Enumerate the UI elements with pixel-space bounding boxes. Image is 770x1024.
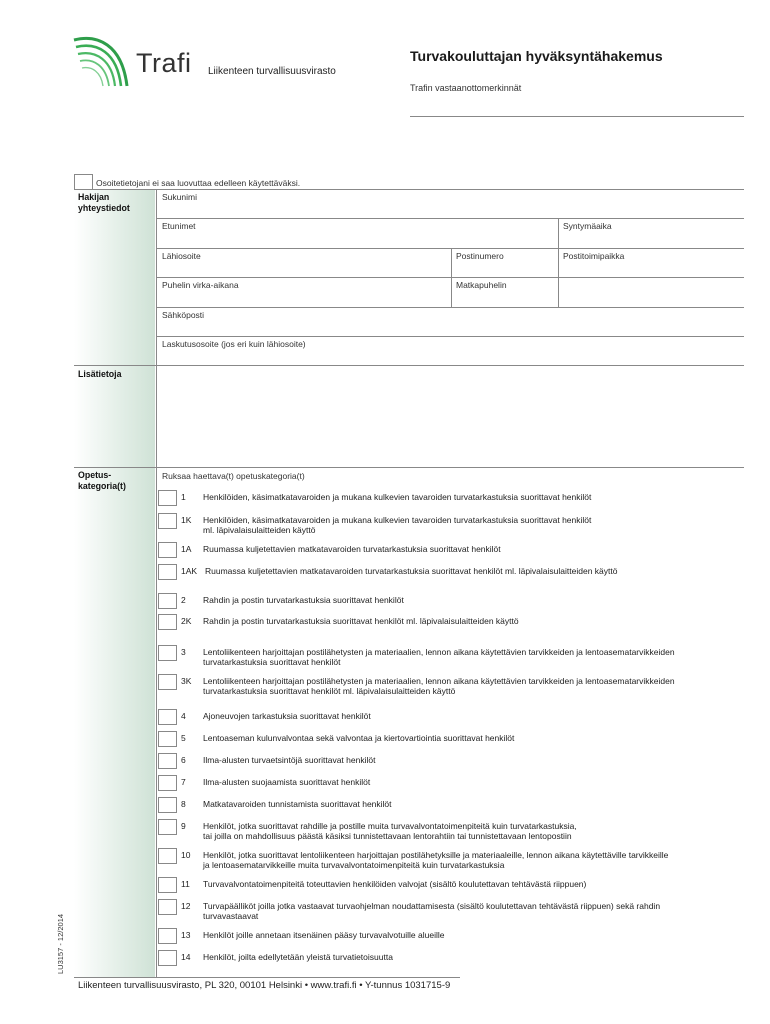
post-office-field[interactable]: Postitoimipaikka xyxy=(563,251,625,261)
category-description xyxy=(203,647,748,667)
category-description-line: Henkilöt joille annetaan itsenäinen pääsy turvavalvotuille alueille xyxy=(203,930,445,940)
category-code: 14 xyxy=(181,952,191,962)
section-label-line: kategoria(t) xyxy=(78,481,126,491)
divider xyxy=(156,307,744,308)
category-description xyxy=(203,492,748,502)
category-checkbox-9[interactable] xyxy=(158,819,177,835)
phone-office-field[interactable]: Puhelin virka-aikana xyxy=(162,280,239,290)
category-description-line: Rahdin ja postin turvatarkastuksia suorittavat henkilöt xyxy=(203,595,404,605)
category-code: 7 xyxy=(181,777,186,787)
birth-date-field[interactable]: Syntymäaika xyxy=(563,221,612,231)
category-code: 2 xyxy=(181,595,186,605)
category-code: 4 xyxy=(181,711,186,721)
category-code: 9 xyxy=(181,821,186,831)
postal-code-field[interactable]: Postinumero xyxy=(456,251,504,261)
divider xyxy=(74,467,744,468)
divider xyxy=(74,189,744,190)
category-description-line: Turvavalvontatoimenpiteitä toteuttavien henkilöiden valvojat (sisältö koulutettavan tehtävästä riippuen) xyxy=(203,879,587,889)
category-description-line: turvatarkastuksia suorittavat henkilöt xyxy=(203,657,341,667)
category-description-line: Henkilöt, jotka suorittavat lentoliikenteen harjoittajan postilähetyksille ja materiaaleille, lennon aikana käytettäville tarvikkeille xyxy=(203,850,669,860)
category-description-line: Henkilöiden, käsimatkatavaroiden ja mukana kulkevien tavaroiden turvatarkastuksia suorittavat henkilöt xyxy=(203,515,592,525)
category-description-line: Ruumassa kuljetettavien matkatavaroiden turvatarkastuksia suorittavat henkilöt xyxy=(203,544,501,554)
category-description-line: turvatarkastuksia suorittavat henkilöt ml. läpivalaisulaitteiden käyttö xyxy=(203,686,456,696)
category-description xyxy=(203,733,748,743)
category-checkbox-1k[interactable] xyxy=(158,513,177,529)
category-description xyxy=(203,821,748,841)
category-code: 12 xyxy=(181,901,191,911)
category-code: 6 xyxy=(181,755,186,765)
category-code: 13 xyxy=(181,930,191,940)
trafi-logo-icon xyxy=(72,34,134,90)
category-description-line: Ajoneuvojen tarkastuksia suorittavat henkilöt xyxy=(203,711,371,721)
receipt-notes-label: Trafin vastaanottomerkinnät xyxy=(410,83,522,93)
mobile-field[interactable]: Matkapuhelin xyxy=(456,280,507,290)
category-checkbox-2[interactable] xyxy=(158,593,177,609)
divider xyxy=(156,218,744,219)
section-side-band xyxy=(74,189,155,978)
category-checkbox-5[interactable] xyxy=(158,731,177,747)
section-label-line: Hakijan xyxy=(78,192,110,202)
category-description-line: Lentoaseman kulunvalvontaa sekä valvontaa ja kiertovartiointia suorittavat henkilöt xyxy=(203,733,515,743)
category-description xyxy=(205,566,750,576)
divider xyxy=(74,977,460,978)
category-description xyxy=(203,711,748,721)
divider xyxy=(156,277,744,278)
category-checkbox-6[interactable] xyxy=(158,753,177,769)
category-description-line: Henkilöiden, käsimatkatavaroiden ja mukana kulkevien tavaroiden turvatarkastuksia suorittavat henkilöt xyxy=(203,492,592,502)
section-label-line: Opetus- xyxy=(78,470,112,480)
page-title: Turvakouluttajan hyväksyntähakemus xyxy=(410,48,663,64)
logo-wordmark: Trafi xyxy=(136,48,192,78)
category-code: 2K xyxy=(181,616,192,626)
category-code: 5 xyxy=(181,733,186,743)
receipt-notes-line xyxy=(410,116,744,117)
category-code: 1 xyxy=(181,492,186,502)
category-description-line: tai joilla on mahdollisuus päästä käsiksi tunnistettavaan lentorahtiin tai tunnistettavaan lentopostiin xyxy=(203,831,572,841)
category-description-line: Ilma-alusten turvaetsintöjä suorittavat henkilöt xyxy=(203,755,376,765)
billing-address-field[interactable]: Laskutusosoite (jos eri kuin lähiosoite) xyxy=(162,339,306,349)
category-description xyxy=(203,515,748,535)
category-code: 1A xyxy=(181,544,192,554)
street-address-field[interactable]: Lähiosoite xyxy=(162,251,201,261)
category-code: 8 xyxy=(181,799,186,809)
category-code: 1K xyxy=(181,515,192,525)
category-description xyxy=(203,676,748,696)
category-description-line: Lentoliikenteen harjoittajan postilähetysten ja materiaalien, lennon aikana käytettävien tarvikkeiden ja lentoasematarvikkeiden xyxy=(203,676,675,686)
category-checkbox-12[interactable] xyxy=(158,899,177,915)
category-checkbox-8[interactable] xyxy=(158,797,177,813)
category-description-line: Lentoliikenteen harjoittajan postilähetysten ja materiaalien, lennon aikana käytettävien tarvikkeiden ja lentoasematarvikkeiden xyxy=(203,647,675,657)
section-label-line: yhteystiedot xyxy=(78,203,130,213)
category-checkbox-4[interactable] xyxy=(158,709,177,725)
privacy-checkbox[interactable] xyxy=(74,174,93,190)
category-description xyxy=(203,755,748,765)
logo-subtitle: Liikenteen turvallisuusvirasto xyxy=(208,66,336,77)
category-description xyxy=(203,850,748,870)
first-names-field[interactable]: Etunimet xyxy=(162,221,196,231)
surname-field[interactable]: Sukunimi xyxy=(162,192,197,202)
additional-info-label: Lisätietoja xyxy=(78,369,122,379)
category-description xyxy=(203,616,748,626)
category-description-line: Ilma-alusten suojaamista suorittavat henkilöt xyxy=(203,777,371,787)
footer-address: Liikenteen turvallisuusvirasto, PL 320, 00101 Helsinki • www.trafi.fi • Y-tunnus 1031715-9 xyxy=(78,980,451,991)
category-instruction: Ruksaa haettava(t) opetuskategoria(t) xyxy=(162,471,305,481)
category-checkbox-2k[interactable] xyxy=(158,614,177,630)
category-description-line: Henkilöt, joilta edellytetään yleistä turvatietoisuutta xyxy=(203,952,393,962)
category-description xyxy=(203,777,748,787)
category-checkbox-13[interactable] xyxy=(158,928,177,944)
category-checkbox-10[interactable] xyxy=(158,848,177,864)
category-description xyxy=(203,799,748,809)
divider xyxy=(156,248,744,249)
divider xyxy=(156,336,744,337)
category-description-line: ja lentoasematarvikkeille muita turvavalvontatoimenpiteitä kuin turvatarkastuksia xyxy=(203,860,505,870)
category-description-line: Rahdin ja postin turvatarkastuksia suorittavat henkilöt ml. läpivalaisulaitteiden käyttö xyxy=(203,616,519,626)
category-checkbox-3[interactable] xyxy=(158,645,177,661)
category-description xyxy=(203,901,748,921)
category-section-label xyxy=(78,470,126,492)
form-code: LU3157 - 12/2014 xyxy=(56,913,65,974)
category-code: 11 xyxy=(181,879,190,889)
category-checkbox-14[interactable] xyxy=(158,950,177,966)
category-description xyxy=(203,879,748,889)
category-code: 3K xyxy=(181,676,192,686)
email-field[interactable]: Sähköposti xyxy=(162,310,205,320)
category-description xyxy=(203,930,748,940)
category-code: 1AK xyxy=(181,566,198,576)
category-description xyxy=(203,544,748,554)
category-checkbox-11[interactable] xyxy=(158,877,177,893)
category-checkbox-7[interactable] xyxy=(158,775,177,791)
category-checkbox-3k[interactable] xyxy=(158,674,177,690)
divider xyxy=(74,365,744,366)
category-description-line: ml. läpivalaisulaitteiden käyttö xyxy=(203,525,316,535)
category-checkbox-1[interactable] xyxy=(158,490,177,506)
category-description-line: Matkatavaroiden tunnistamista suorittavat henkilöt xyxy=(203,799,392,809)
category-description xyxy=(203,952,748,962)
category-checkbox-1a[interactable] xyxy=(158,542,177,558)
additional-info-textarea[interactable] xyxy=(158,367,742,465)
category-checkbox-1ak[interactable] xyxy=(158,564,177,580)
applicant-section-label xyxy=(78,192,130,214)
category-description xyxy=(203,595,748,605)
privacy-checkbox-label: Osoitetietojani ei saa luovuttaa edelleen käytettäväksi. xyxy=(96,178,301,188)
category-description-line: Henkilöt, jotka suorittavat rahdille ja postille muita turvavalvontatoimenpiteitä kuin turvatarkastuksia, xyxy=(203,821,577,831)
category-description-line: turvavastaavat xyxy=(203,911,259,921)
category-description-line: Ruumassa kuljetettavien matkatavaroiden turvatarkastuksia suorittavat henkilöt ml. läpivalaisulaitteiden käyttö xyxy=(205,566,618,576)
category-description-line: Turvapäälliköt joilla jotka vastaavat turvaohjelman noudattamisesta (sisältö koulutettavan tehtävästä riippuen) sekä rahdin xyxy=(203,901,661,911)
category-code: 3 xyxy=(181,647,186,657)
category-code: 10 xyxy=(181,850,191,860)
